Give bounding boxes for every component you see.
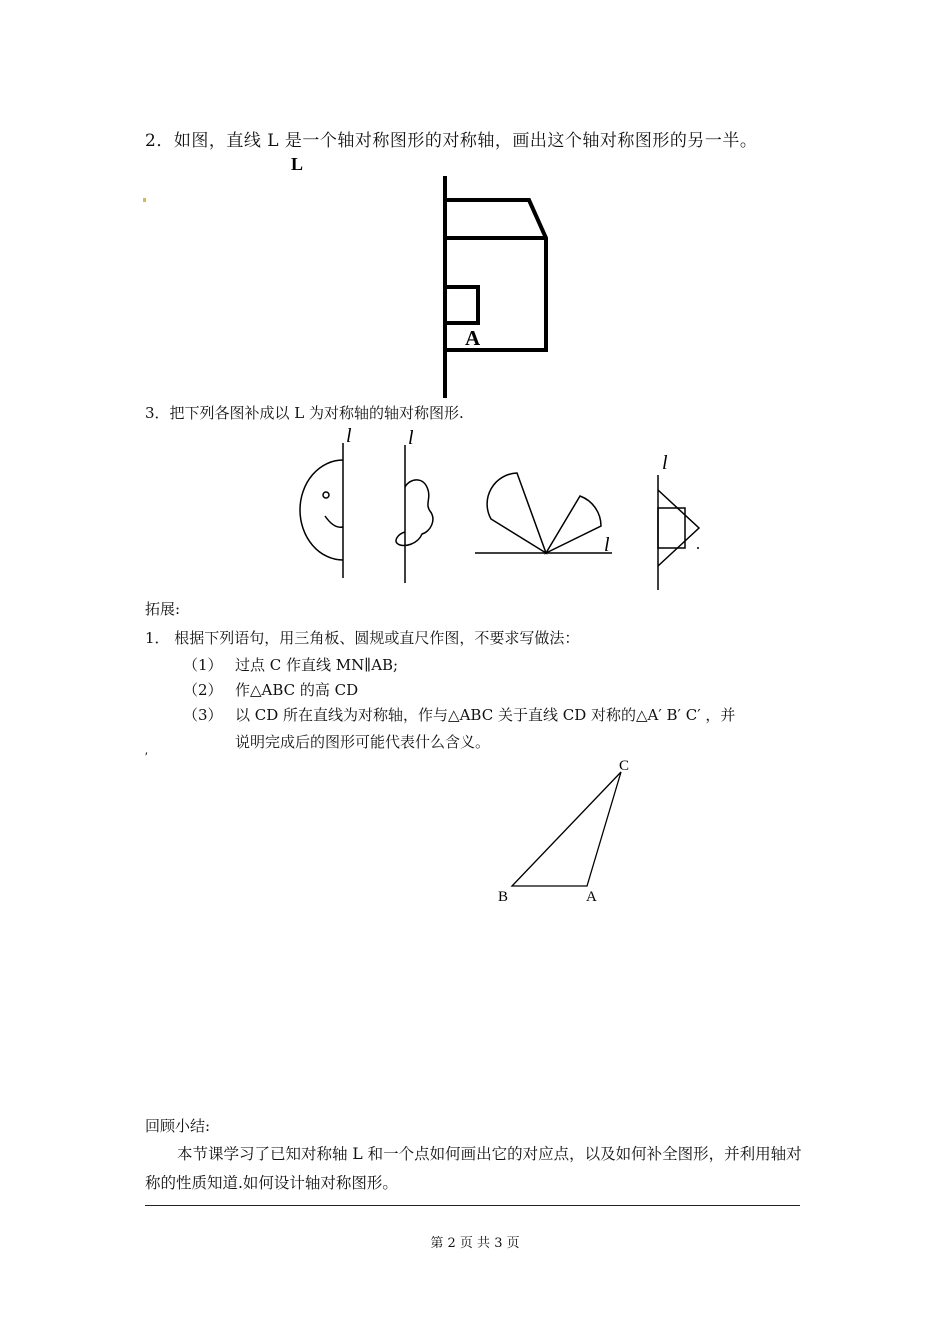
triangle-label-c: C [619, 758, 630, 774]
sub-item-1-text: 过点 C 作直线 MN∥AB; [235, 656, 399, 674]
q3-axis-label-3: l [604, 534, 610, 556]
sub-item-3-continuation: 说明完成后的图形可能代表什么含义。 [235, 733, 491, 751]
q3-blob-outline [396, 480, 433, 546]
triangle-label-a: A [586, 889, 597, 905]
page-footer: 第 2 页 共 3 页 [430, 1236, 520, 1251]
q3-figure-half-face [300, 443, 343, 578]
q3-left-fan [487, 473, 546, 553]
sub-item-2-num: （2） [183, 681, 223, 699]
sub-item-3-num: （3） [183, 706, 223, 724]
q3-right-fan [546, 496, 601, 553]
q3-arrow-rect [658, 508, 685, 548]
triangle-abc [512, 772, 621, 886]
q2-axis-label: L [291, 154, 304, 174]
stray-prime-mark: ′ [145, 749, 148, 764]
q2-figure [445, 176, 546, 398]
sub-item-3-text: 以 CD 所在直线为对称轴，作与△ABC 关于直线 CD 对称的△A′ B′ C′ ，并 [235, 706, 736, 724]
q3-axis-label-1: l [346, 425, 352, 447]
question-2-text: 2．如图，直线 L 是一个轴对称图形的对称轴，画出这个轴对称图形的另一半。 [145, 131, 758, 151]
q2-house-outline [445, 200, 546, 350]
summary-title: 回顾小结: [145, 1117, 211, 1135]
q2-point-label: A [465, 326, 481, 350]
question-3-text: 3．把下列各图补成以 L 为对称轴的轴对称图形. [145, 404, 464, 422]
extension-item-1: 1． 根据下列语句，用三角板、圆规或直尺作图，不要求写做法： [145, 629, 580, 647]
q2-door [445, 287, 478, 323]
q3-stray-dot [697, 547, 699, 549]
q3-axis-label-2: l [408, 427, 414, 449]
extension-title: 拓展: [145, 600, 181, 618]
summary-body: 本节课学习了已知对称轴 L 和一个点如何画出它的对应点，以及如何补全图形，并利用轴对称的性质知道.如何设计轴对称图形。 [145, 1145, 802, 1192]
triangle-outline [512, 772, 621, 886]
q3-figure-arrow [658, 475, 699, 590]
q3-face-mouth [325, 516, 343, 527]
q3-half-face-arc [300, 460, 343, 560]
q3-axis-label-4: l [662, 452, 668, 474]
footer-divider [145, 1205, 800, 1206]
q3-face-eye [323, 492, 329, 498]
q2-stray-dot [143, 198, 146, 202]
triangle-label-b: B [498, 889, 509, 905]
sub-item-2-text: 作△ABC 的高 CD [235, 681, 359, 699]
q3-figure-blob [396, 445, 433, 583]
sub-item-1-num: （1） [183, 656, 223, 674]
q3-arrow-triangle [658, 490, 699, 566]
q3-figure-fans [475, 473, 612, 553]
